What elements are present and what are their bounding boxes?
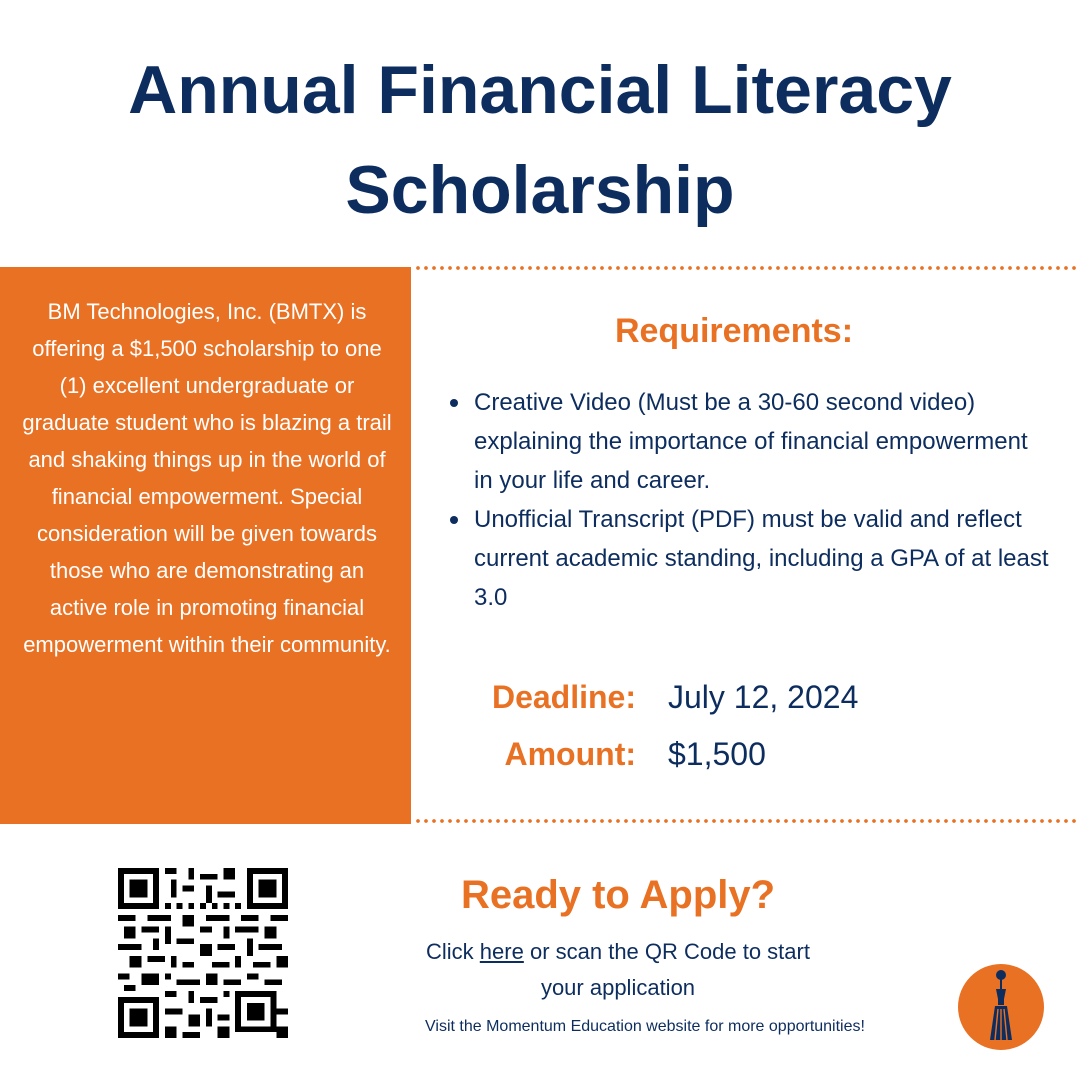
apply-instructions <box>410 934 826 1006</box>
amount-value: $1,500 <box>668 736 766 772</box>
title-line-2: Scholarship <box>345 152 735 228</box>
apply-here-link[interactable]: here <box>479 939 524 964</box>
dotted-divider-bottom <box>414 819 1080 823</box>
apply-text-before-link: Click <box>426 939 480 964</box>
tassel-logo-icon <box>958 964 1044 1050</box>
requirements-heading: Requirements: <box>614 312 854 350</box>
dotted-divider-top <box>414 266 1080 270</box>
title-line-1: Annual Financial Literacy <box>128 52 952 128</box>
requirements-list <box>450 383 1050 617</box>
deadline-label: Deadline: <box>491 679 636 715</box>
apply-heading: Ready to Apply? <box>460 873 776 917</box>
qr-code-icon[interactable] <box>118 868 288 1038</box>
amount-label: Amount: <box>504 736 636 772</box>
requirement-item: Unofficial Transcript (PDF) must be valid and reflect current academic standing, including a GPA of at least 3.0 <box>450 500 1050 617</box>
requirement-item: Creative Video (Must be a 30-60 second video) explaining the importance of financial empowerment in your life and career. <box>450 383 1050 500</box>
page-title <box>0 40 1080 240</box>
visit-website-text: Visit the Momentum Education website for more opportunities! <box>425 1018 865 1035</box>
apply-text-after-link: or scan the QR Code to start your application <box>523 939 810 1000</box>
deadline-value: July 12, 2024 <box>668 679 859 715</box>
intro-text: BM Technologies, Inc. (BMTX) is offering a $1,500 scholarship to one (1) excellent undergraduate or graduate student who is blazing a trail and shaking things up in the world of financial empowerment. Special consideration will be given towards those who are demonstrating an active role in promoting financial empowerment within their community. <box>22 299 392 657</box>
